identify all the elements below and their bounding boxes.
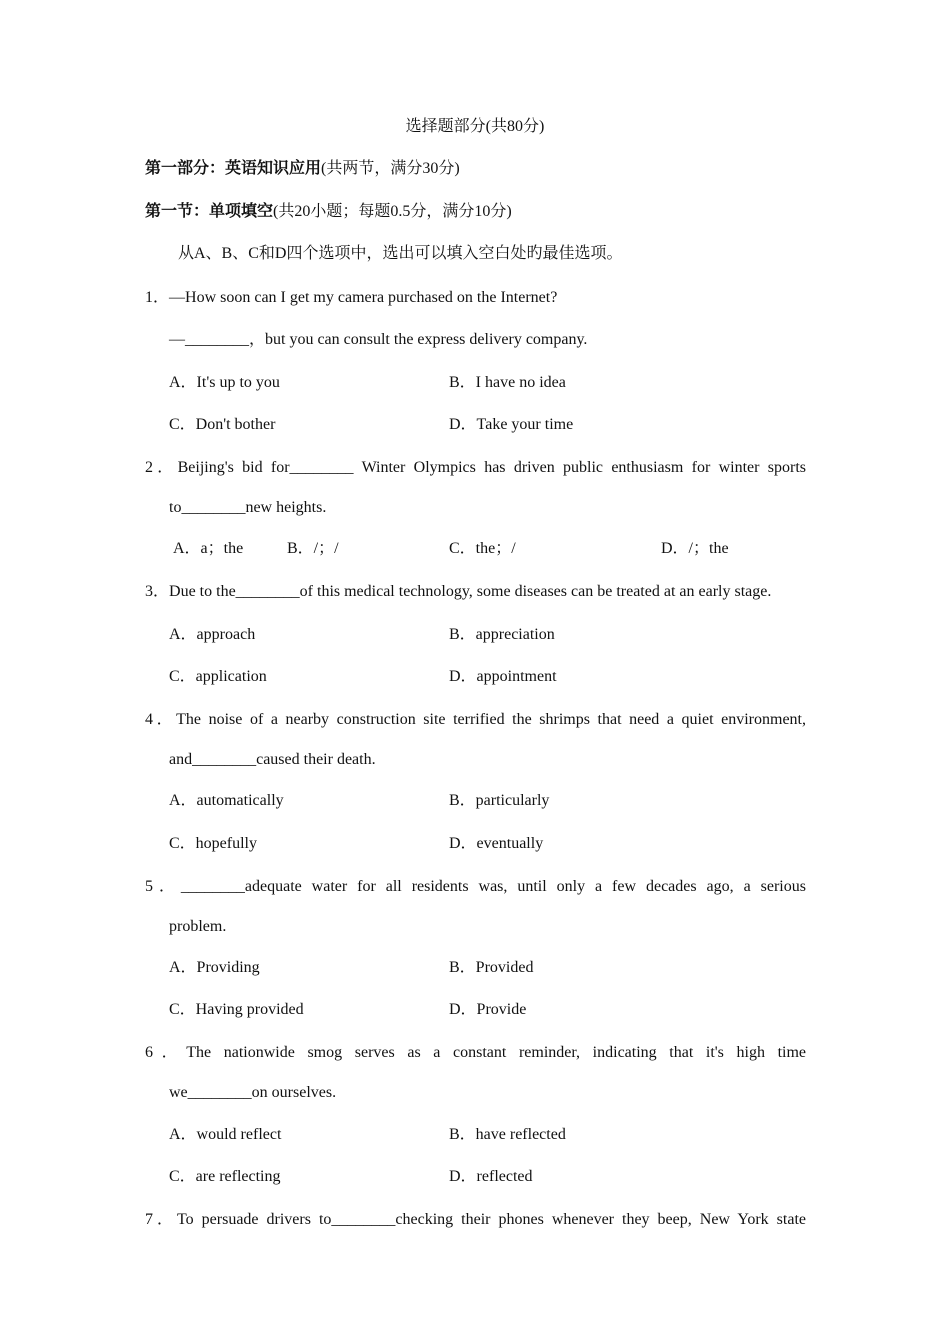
question-number: 3． <box>145 583 170 600</box>
option-d[interactable]: D．Provide <box>449 1001 527 1018</box>
option-c[interactable]: C．Having provided <box>169 1001 304 1018</box>
question-3-stem <box>145 582 771 602</box>
part-heading-note: (共两节，满分30分) <box>321 160 460 177</box>
option-c[interactable]: C．Don't bother <box>169 416 276 433</box>
question-line: we________on ourselves. <box>169 1084 337 1101</box>
question-line: Due to the________of this medical technology, some diseases can be treated at an early stage. <box>169 583 772 600</box>
section-heading-note: (共20小题；每题0.5分，满分10分) <box>273 203 512 220</box>
option-b[interactable]: B．appreciation <box>449 626 555 643</box>
section-heading-label: 第一节：单项填空 <box>145 203 274 220</box>
question-number: 7． <box>145 1211 178 1228</box>
question-number: 4． <box>145 711 177 728</box>
option-c[interactable]: C．application <box>169 668 267 685</box>
option-c[interactable]: C．hopefully <box>169 835 257 852</box>
instruction: 从A、B、C和D四个选项中，选出可以填入空白处旳最佳选项。 <box>178 245 623 262</box>
question-4-stem <box>145 710 806 730</box>
question-line: The noise of a nearby construction site terrified the shrimps that need a quiet environment, <box>176 711 806 728</box>
question-line: and________caused their death. <box>169 751 376 768</box>
question-number: 5． <box>145 878 181 895</box>
question-6-stem <box>145 1043 806 1063</box>
question-number: 6． <box>145 1044 187 1061</box>
option-a[interactable]: A．automatically <box>169 792 284 809</box>
question-line: Beijing's bid for________ Winter Olympics has driven public enthusiasm for winter sports <box>177 459 806 476</box>
option-d[interactable]: D．appointment <box>449 668 557 685</box>
option-b[interactable]: B．I have no idea <box>449 374 566 391</box>
question-line: —________，but you can consult the express delivery company. <box>169 331 588 348</box>
question-line: problem. <box>169 918 227 935</box>
question-number: 2． <box>145 459 178 476</box>
option-d[interactable]: D．reflected <box>449 1168 533 1185</box>
option-a[interactable]: A．a；the <box>173 540 244 557</box>
question-5-stem <box>145 877 806 897</box>
option-c[interactable]: C．are reflecting <box>169 1168 281 1185</box>
option-d[interactable]: D．/；the <box>661 540 729 557</box>
section-heading <box>145 202 512 222</box>
question-line: to________new heights. <box>169 499 327 516</box>
question-line: —How soon can I get my camera purchased on the Internet? <box>169 289 558 306</box>
option-d[interactable]: D．eventually <box>449 835 544 852</box>
question-number: 1． <box>145 289 170 306</box>
question-7-stem <box>145 1210 806 1230</box>
option-a[interactable]: A．It's up to you <box>169 374 280 391</box>
option-b[interactable]: B．/；/ <box>287 540 339 557</box>
question-line: ________adequate water for all residents was, until only a few decades ago, a serious <box>180 878 806 895</box>
option-b[interactable]: B．have reflected <box>449 1126 566 1143</box>
question-2-stem <box>145 458 806 478</box>
question-line: To persuade drivers to________checking their phones whenever they beep, New York state <box>177 1211 806 1228</box>
question-line: The nationwide smog serves as a constant reminder, indicating that it's high time <box>186 1044 806 1061</box>
part-heading-label: 第一部分：英语知识应用 <box>145 160 322 177</box>
option-d[interactable]: D．Take your time <box>449 416 574 433</box>
part-heading <box>145 159 460 179</box>
section-title: 选择题部分(共80分) <box>405 118 545 135</box>
option-a[interactable]: A．approach <box>169 626 256 643</box>
option-a[interactable]: A．would reflect <box>169 1126 282 1143</box>
option-a[interactable]: A．Providing <box>169 959 260 976</box>
option-c[interactable]: C．the；/ <box>449 540 516 557</box>
option-b[interactable]: B．particularly <box>449 792 550 809</box>
question-1-stem <box>145 288 557 308</box>
option-b[interactable]: B．Provided <box>449 959 534 976</box>
